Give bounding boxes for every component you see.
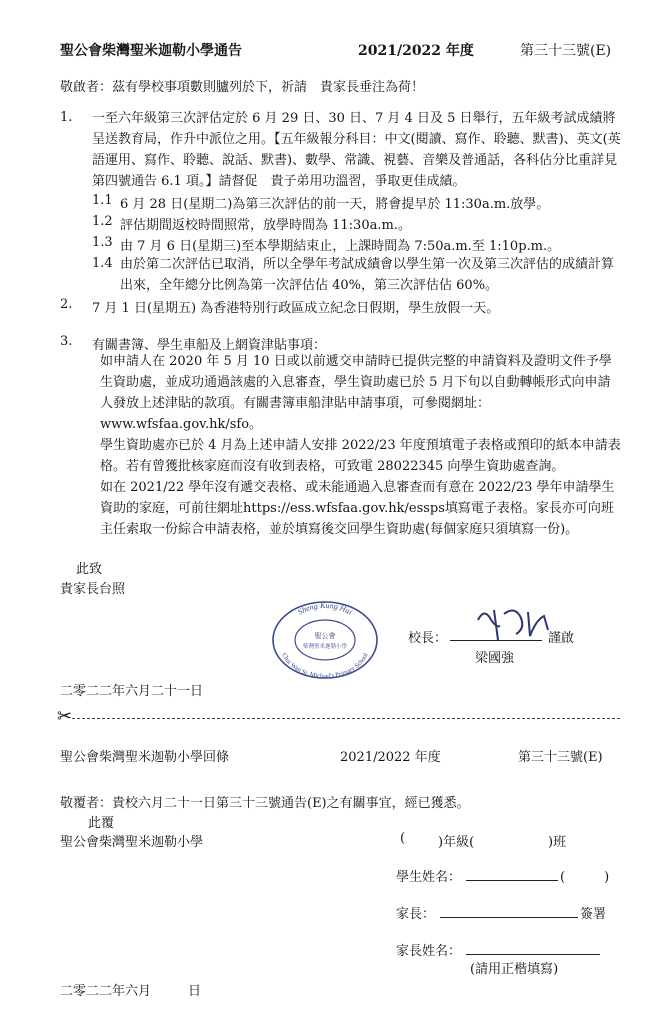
item-1-2-number: 1.2 [92,214,113,229]
reply-year: 2021/2022 年度 [340,750,441,765]
item-1-4-text: 由於第二次評估已取消，所以全學年考試成績會以學生第一次及第三次評估的成績計算出來，全年總分比例為第一次評估佔 40%，第三次評估佔 60%。 [120,257,615,293]
reply-acknowledgement: 敬覆者：貴校六月二十一日第三十三號通告(E)之有關事宜，經已獲悉。 [60,796,470,811]
seal-center-2: 柴灣聖米迦勒小學 [302,644,348,650]
item-1-text: 一至六年級第三次評估定於 6 月 29 日、30 日、7 月 4 日及 5 日舉行，五年級考試成績將呈送教育局，作升中派位之用。【五年級報分科目：中文(閱讀、寫作、聆聽、默書)、英文(英語運用、寫作、聆聽、說話、默書)、數學、常識、視藝、音樂及普通話，各科佔分比重詳見第四號通告 6.1 項。】請督促 貴子弟用功溫習，爭取更佳成績。 [92,111,621,189]
item-3-number: 3. [60,334,73,349]
cut-line [72,718,620,719]
principal-signature [470,600,560,650]
reply-school-title: 聖公會柴灣聖米迦勒小學回條 [60,750,230,765]
item-3-paragraph-3: 如在 2021/22 學年沒有遞交表格、或未能通過入息審查而有意在 2022/23 學年申請學生資助的家庭，可前往網址https://ess.wfsfaa.gov.hk/essps填寫電子表格。家長亦可向班主任索取一份綜合申請表格，並於填寫後交回學生資助處(每個家庭只須填寫一份)。 [100,480,615,537]
item-1-2-text: 評估期間返校時間照常，放學時間為 11:30a.m.。 [120,218,411,233]
seal-center-1: 聖公會 [314,632,336,640]
parent-signature-label: 家長： [396,907,436,922]
item-2-text: 7 月 1 日(星期五) 為香港特別行政區成立紀念日假期，學生放假一天。 [92,301,500,316]
closing-line-1: 此致 [76,562,103,577]
notice-number: 第三十三號(E) [520,43,612,59]
reply-ci-fu: 此覆 [88,816,115,831]
student-name-field[interactable] [466,880,558,881]
student-name-label: 學生姓名： [396,870,462,885]
grade-open-paren: ( [400,831,406,846]
student-number-paren[interactable]: ( ) [560,870,610,885]
item-3-paragraph-1: 如申請人在 2020 年 5 月 10 日或以前遞交申請時已提供完整的申請資料及證明文件予學生資助處，並成功通過該處的入息審查，學生資助處已於 5 月下旬以自動轉帳形式向申請人發放上述津貼的款項。有關書簿車船津貼申請事項，可參閱網址：www.wfsfaa.gov.hk/sfo。 [100,354,612,432]
notice-year: 2021/2022 年度 [358,43,474,59]
item-1-number: 1. [60,110,73,125]
scissors-icon: ✂ [57,706,73,727]
class-label[interactable]: )班 [548,835,567,850]
principal-label: 校長： [408,631,448,646]
principal-suffix: 謹啟 [548,631,575,646]
seal-bottom-text: Chai Wan St. Michael's Primary School [280,652,370,680]
seal-top-text: Sheng Kung Hui [296,600,354,617]
svg-text:Sheng Kung Hui [296,601,353,617]
principal-name: 梁國強 [475,651,515,666]
grade-label[interactable]: )年級( [438,835,475,850]
signature-suffix: 簽署 [580,907,607,922]
closing-line-2: 貴家長台照 [60,582,126,597]
notice-date: 二零二二年六月二十一日 [60,684,204,699]
reply-number: 第三十三號(E) [518,750,603,765]
item-1-3-text: 由 7 月 6 日(星期三)至本學期結束止，上課時間為 7:50a.m.至 1:10p.m.。 [120,239,561,254]
school-seal [270,600,380,680]
item-3-text: 有關書簿、學生車船及上網資津貼事項： [92,338,327,353]
item-2-number: 2. [60,297,73,312]
parent-signature-field[interactable] [440,917,578,918]
parent-name-label: 家長姓名： [396,944,462,959]
item-3-paragraph-2: 學生資助處亦已於 4 月為上述申請人安排 2022/23 年度預填電子表格或預印的紙本申請表格。若有曾獲批核家庭而沒有收到表格，可致電 28022345 向學生資助處查詢。 [100,438,621,474]
item-1-1-text: 6 月 28 日(星期二)為第三次評估的前一天，將會提早於 11:30a.m.放學。 [120,197,550,212]
reply-date: 二零二二年六月 [60,984,152,999]
item-1-1-number: 1.1 [92,193,113,208]
print-note: (請用正楷填寫) [470,962,559,977]
greeting: 敬啟者：茲有學校事項數則臚列於下，祈請 貴家長垂注為荷！ [60,80,425,95]
notice-school-title: 聖公會柴灣聖米迦勒小學通告 [60,43,242,59]
reply-school-name: 聖公會柴灣聖米迦勒小學 [60,835,204,850]
item-1-4-number: 1.4 [92,256,113,271]
reply-day: 日 [188,984,202,999]
svg-text:Chai Wan St. Michael's Primary [280,652,369,680]
parent-name-field[interactable] [466,954,600,955]
item-1-3-number: 1.3 [92,235,113,250]
